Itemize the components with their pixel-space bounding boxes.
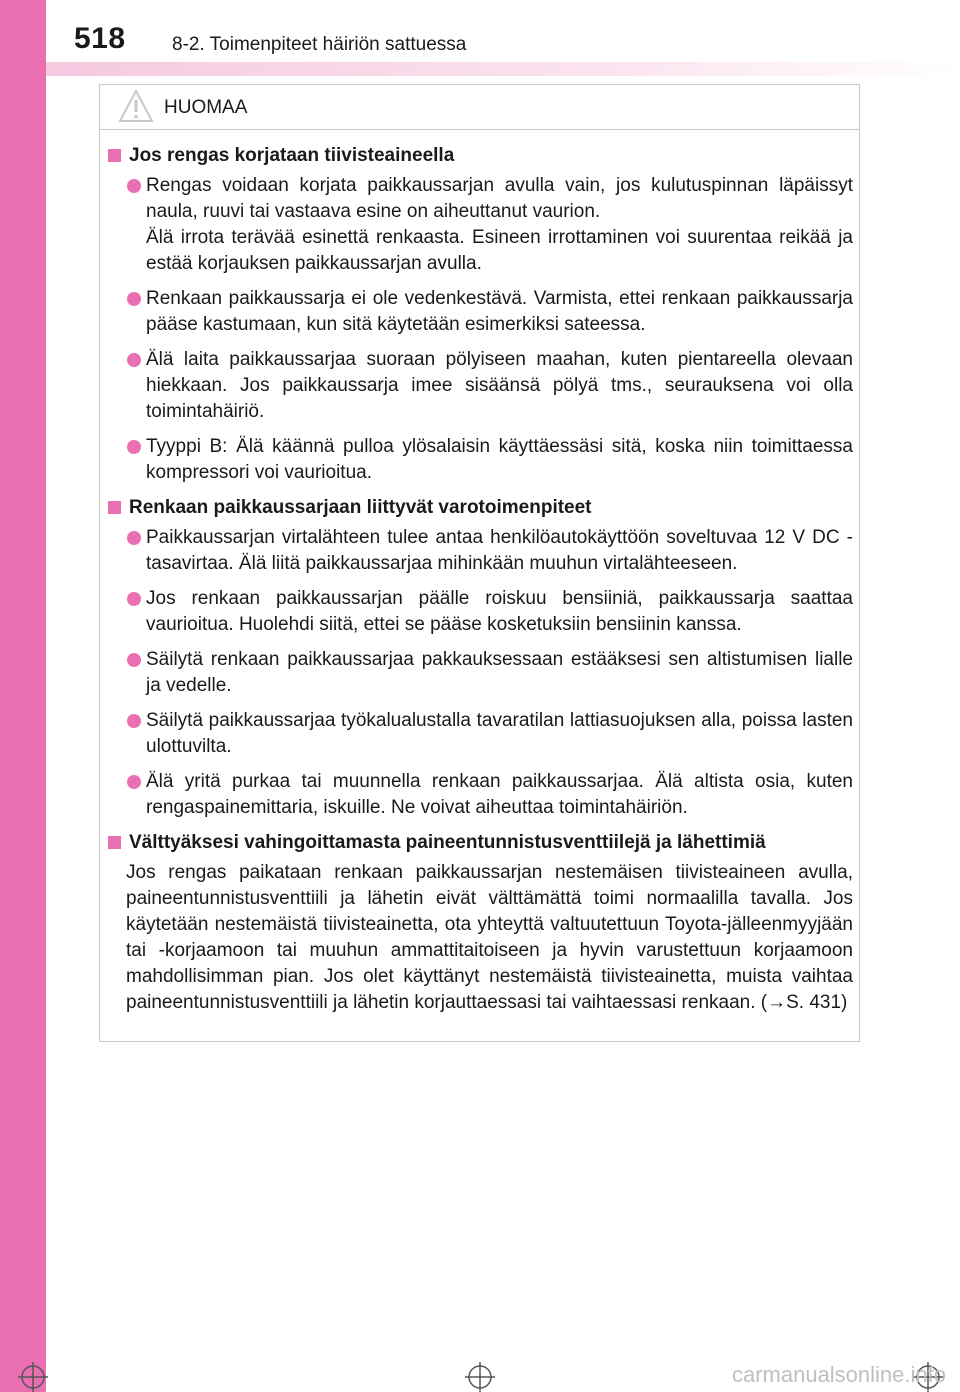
square-bullet-icon bbox=[108, 149, 121, 162]
round-bullet-icon bbox=[127, 179, 141, 193]
round-bullet-icon bbox=[127, 292, 141, 306]
section-heading-text: Jos rengas korjataan tiivisteaineella bbox=[129, 145, 455, 166]
section-heading bbox=[107, 495, 853, 521]
registration-mark-icon bbox=[465, 1362, 495, 1392]
round-bullet-icon bbox=[127, 714, 141, 728]
round-bullet-icon bbox=[127, 775, 141, 789]
bullet-item bbox=[107, 434, 853, 486]
bullet-text: Paikkaussarjan virtalähteen tulee antaa henkilöautokäyttöön soveltuvaa 12 V DC -tasavirtaa. Älä liitä paikkaussarjaa mihinkään muuhun virtalähteeseen. bbox=[146, 527, 853, 574]
section-paragraph: Jos rengas paikataan renkaan paikkaussarjan nestemäisen tiivisteaineen avulla, paineentunnistusventtiili ja lähetin eivät välttämättä toimi normaalilla tavalla. Jos käytetään nestemäistä tiivisteainetta, ota yhteyttä valtuutettuun Toyota-jälleenmyyjään tai -korjaamoon tai muuhun ammattitaitoiseen ja hyvin varustettuun korjaamoon mahdollisimman pian. Jos olet käyttänyt nestemäistä tiivisteainetta, muista vaihtaa paineentunnistusventtiili ja lähetin korjauttaessasi tai vaihtaessasi renkaan. (→S. 431) bbox=[126, 862, 853, 1013]
bullet-text: Rengas voidaan korjata paikkaussarjan avulla vain, jos kulutuspinnan läpäissyt naula, ruuvi tai vastaava esine on aiheuttanut vaurion. Älä irrota terävää esinettä renkaasta. Esineen irrottaminen voi suurentaa reikää ja estää korjauksen paikkaussarjan avulla. bbox=[146, 175, 853, 274]
watermark: carmanualsonline.info bbox=[731, 1362, 946, 1387]
section-heading bbox=[107, 143, 853, 169]
notice-box bbox=[99, 84, 860, 1042]
notice-header bbox=[100, 85, 859, 130]
header-rule bbox=[46, 62, 960, 76]
section-heading-text: Renkaan paikkaussarjaan liittyvät varotoimenpiteet bbox=[129, 497, 592, 518]
bullet-item bbox=[107, 586, 853, 638]
warning-triangle-icon bbox=[118, 89, 154, 123]
round-bullet-icon bbox=[127, 353, 141, 367]
square-bullet-icon bbox=[108, 836, 121, 849]
notice-body bbox=[107, 143, 853, 1025]
round-bullet-icon bbox=[127, 653, 141, 667]
bullet-item bbox=[107, 708, 853, 760]
square-bullet-icon bbox=[108, 501, 121, 514]
page-number: 518 bbox=[74, 22, 126, 55]
bullet-item bbox=[107, 173, 853, 277]
side-color-band bbox=[0, 0, 46, 1392]
section-title: 8-2. Toimenpiteet häiriön sattuessa bbox=[172, 34, 467, 55]
round-bullet-icon bbox=[127, 531, 141, 545]
section-heading bbox=[107, 830, 853, 856]
bullet-item bbox=[107, 525, 853, 577]
bullet-text: Älä laita paikkaussarjaa suoraan pölyiseen maahan, kuten pientareella olevaan hiekkaan. Jos paikkaussarja imee sisäänsä pölyä tms., seurauksena voi olla toimintahäiriö. bbox=[146, 349, 853, 422]
round-bullet-icon bbox=[127, 592, 141, 606]
bullet-item bbox=[107, 347, 853, 425]
bullet-text: Säilytä paikkaussarjaa työkalualustalla tavaratilan lattiasuojuksen alla, poissa lasten ulottuvilta. bbox=[146, 710, 853, 757]
bullet-text: Säilytä renkaan paikkaussarjaa pakkauksessaan estääksesi sen altistumisen lialle ja vedelle. bbox=[146, 649, 853, 696]
notice-title: HUOMAA bbox=[164, 97, 248, 118]
registration-mark-icon bbox=[18, 1362, 48, 1392]
bullet-item bbox=[107, 286, 853, 338]
bullet-text: Jos renkaan paikkaussarjan päälle roiskuu bensiiniä, paikkaussarja saattaa vaurioitua. Huolehdi siitä, ettei se pääse kosketuksiin bensiinin kanssa. bbox=[146, 588, 853, 635]
round-bullet-icon bbox=[127, 440, 141, 454]
bullet-item bbox=[107, 769, 853, 821]
bullet-text: Tyyppi B: Älä käännä pulloa ylösalaisin käyttäessäsi sitä, koska niin toimittaessa kompressori voi vaurioitua. bbox=[146, 436, 853, 483]
section-heading-text: Välttyäksesi vahingoittamasta paineentunnistusventtiilejä ja lähettimiä bbox=[129, 832, 766, 853]
bullet-text: Älä yritä purkaa tai muunnella renkaan paikkaussarjaa. Älä altista osia, kuten rengaspainemittaria, iskuille. Ne voivat aiheuttaa toimintahäiriön. bbox=[146, 771, 853, 818]
bullet-item bbox=[107, 647, 853, 699]
bullet-text: Renkaan paikkaussarja ei ole vedenkestävä. Varmista, ettei renkaan paikkaussarja pääse kastumaan, kun sitä käytetään esimerkiksi sateessa. bbox=[146, 288, 853, 335]
